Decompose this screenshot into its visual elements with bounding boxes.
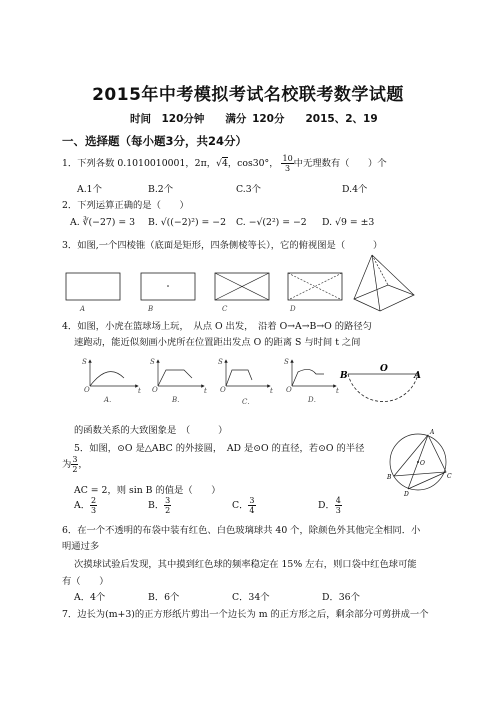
q4-court-diagram: [348, 374, 418, 402]
q5-option-d: D． $\frac{4}{3}$: [318, 496, 341, 515]
q4-d-s: S: [284, 358, 289, 366]
q4-graph-a: [90, 360, 138, 386]
q3-label-d: D: [290, 305, 296, 313]
q4-b-t: t: [204, 387, 207, 395]
q5-label-o: O: [420, 460, 425, 467]
q3-option-b-dot: [167, 285, 169, 287]
q5-label-b: B: [387, 474, 392, 481]
q5-circle-diagram: [384, 428, 454, 498]
question-4-line2: 速跑动，能近似刻画小虎所在位置距出发点 O 的距离 S 与时间 t 之间: [74, 337, 361, 348]
q4-graph-c: [226, 360, 270, 386]
q3-label-c: C: [222, 305, 228, 313]
question-5-line1: 5．如图，⊙O 是△ABC 的外接圆， AD 是⊙O 的直径，若⊙O 的半径: [74, 443, 365, 454]
q2-option-d: D. √9 = ±3: [322, 217, 375, 228]
q6-option-d: D．36个: [322, 592, 360, 603]
q3-figures: [58, 253, 430, 315]
question-1: 1．下列各数 0.1010010001，2π，√4，cos30°， $\frac{10}{3}$ 中无理数有（ ）个: [62, 154, 387, 173]
q3-label-b: B: [148, 305, 154, 313]
q4-figures: [80, 352, 440, 424]
q4-court-o: O: [380, 364, 388, 374]
q3-option-d-rect: [288, 273, 342, 300]
question-6-line4: 有（ ）: [62, 576, 109, 587]
q4-c-o: O: [220, 386, 226, 394]
q4-a-s: S: [82, 358, 87, 366]
q4-label-a: A．: [104, 396, 117, 404]
q2-option-a: A. ∛(−27) = 3: [70, 217, 136, 228]
q5-label-d: D: [404, 491, 409, 498]
q3-pyramid: [354, 255, 414, 311]
sqrt-4: 4: [221, 158, 228, 169]
q1-option-c: C.3个: [236, 184, 261, 195]
q6-option-a: A．4个: [74, 592, 106, 603]
question-5-line3: AC = 2，则 sin B 的值是（ ）: [74, 485, 221, 496]
q5-option-c: C． $\frac{3}{4}$: [232, 496, 255, 515]
exam-title: 2015年中考模拟考试名校联考数学试题: [92, 85, 404, 105]
fraction-10-3: $\frac{10}{3}$: [282, 154, 293, 173]
fraction-3-2: $\frac{3}{2}$: [72, 455, 78, 474]
question-6-line2: 明通过多: [62, 541, 100, 552]
q2-option-b: B. √((−2)²) = −2: [148, 217, 227, 228]
q1-option-d: D.4个: [342, 184, 368, 195]
q4-b-o: O: [152, 386, 158, 394]
question-4-line3: 的函数关系的大致图象是 （ ）: [74, 425, 228, 436]
question-6-line3: 次摸球试验后发现，其中摸到红色球的频率稳定在 15% 左右，则口袋中红色球可能: [74, 559, 417, 570]
q4-graph-d: [292, 360, 336, 386]
q4-court-a: A: [414, 371, 421, 381]
q6-option-c: C．34个: [232, 592, 270, 603]
q4-a-t: t: [138, 387, 141, 395]
q4-b-s: S: [150, 358, 155, 366]
q3-label-a: A: [80, 305, 86, 313]
q1-option-a: A.1个: [77, 184, 102, 195]
question-2: 2．下列运算正确的是（ ）: [62, 200, 189, 211]
q5-option-a: A． $\frac{2}{3}$: [74, 496, 97, 515]
q4-label-d: D．: [308, 396, 321, 404]
q4-label-b: B．: [172, 396, 185, 404]
q4-c-s: S: [218, 358, 223, 366]
q4-d-o: O: [286, 386, 292, 394]
q4-graph-b: [158, 360, 204, 386]
q4-court-b: B: [340, 371, 348, 381]
q6-option-b: B．6个: [148, 592, 180, 603]
q5-label-a: A: [430, 429, 435, 436]
q4-c-t: t: [270, 387, 273, 395]
question-4-line1: 4．如图，小虎在篮球场上玩， 从点 O 出发， 沿着 O→A→B→O 的路径匀: [62, 321, 372, 332]
q1-option-b: B.2个: [148, 184, 173, 195]
q5-option-b: B． $\frac{3}{2}$: [148, 496, 171, 515]
q4-a-o: O: [84, 386, 90, 394]
question-6-line1: 6．在一个不透明的布袋中装有红色、白色玻璃球共 40 个，除颜色外其他完全相同．小: [62, 525, 421, 536]
q2-option-c: C. −√(2²) = −2: [236, 217, 307, 228]
exam-subtitle: 时间 120分钟 满分 120分 2015、2、19: [130, 113, 378, 125]
q4-label-c: C．: [242, 398, 255, 406]
section-heading: 一、选择题（每小题3分，共24分）: [62, 134, 248, 148]
question-3: 3．如图,一个四棱锥（底面是矩形，四条侧棱等长），它的俯视图是（ ）: [62, 240, 383, 251]
question-5-line2: 为 $\frac{3}{2}$ ，: [62, 455, 88, 474]
q3-option-a-rect: [66, 273, 120, 300]
q5-label-c: C: [447, 473, 452, 480]
question-7: 7．边长为(m+3)的正方形纸片剪出一个边长为 m 的正方形之后，剩余部分可剪拼成一个: [62, 609, 429, 620]
q4-d-t: t: [336, 387, 339, 395]
